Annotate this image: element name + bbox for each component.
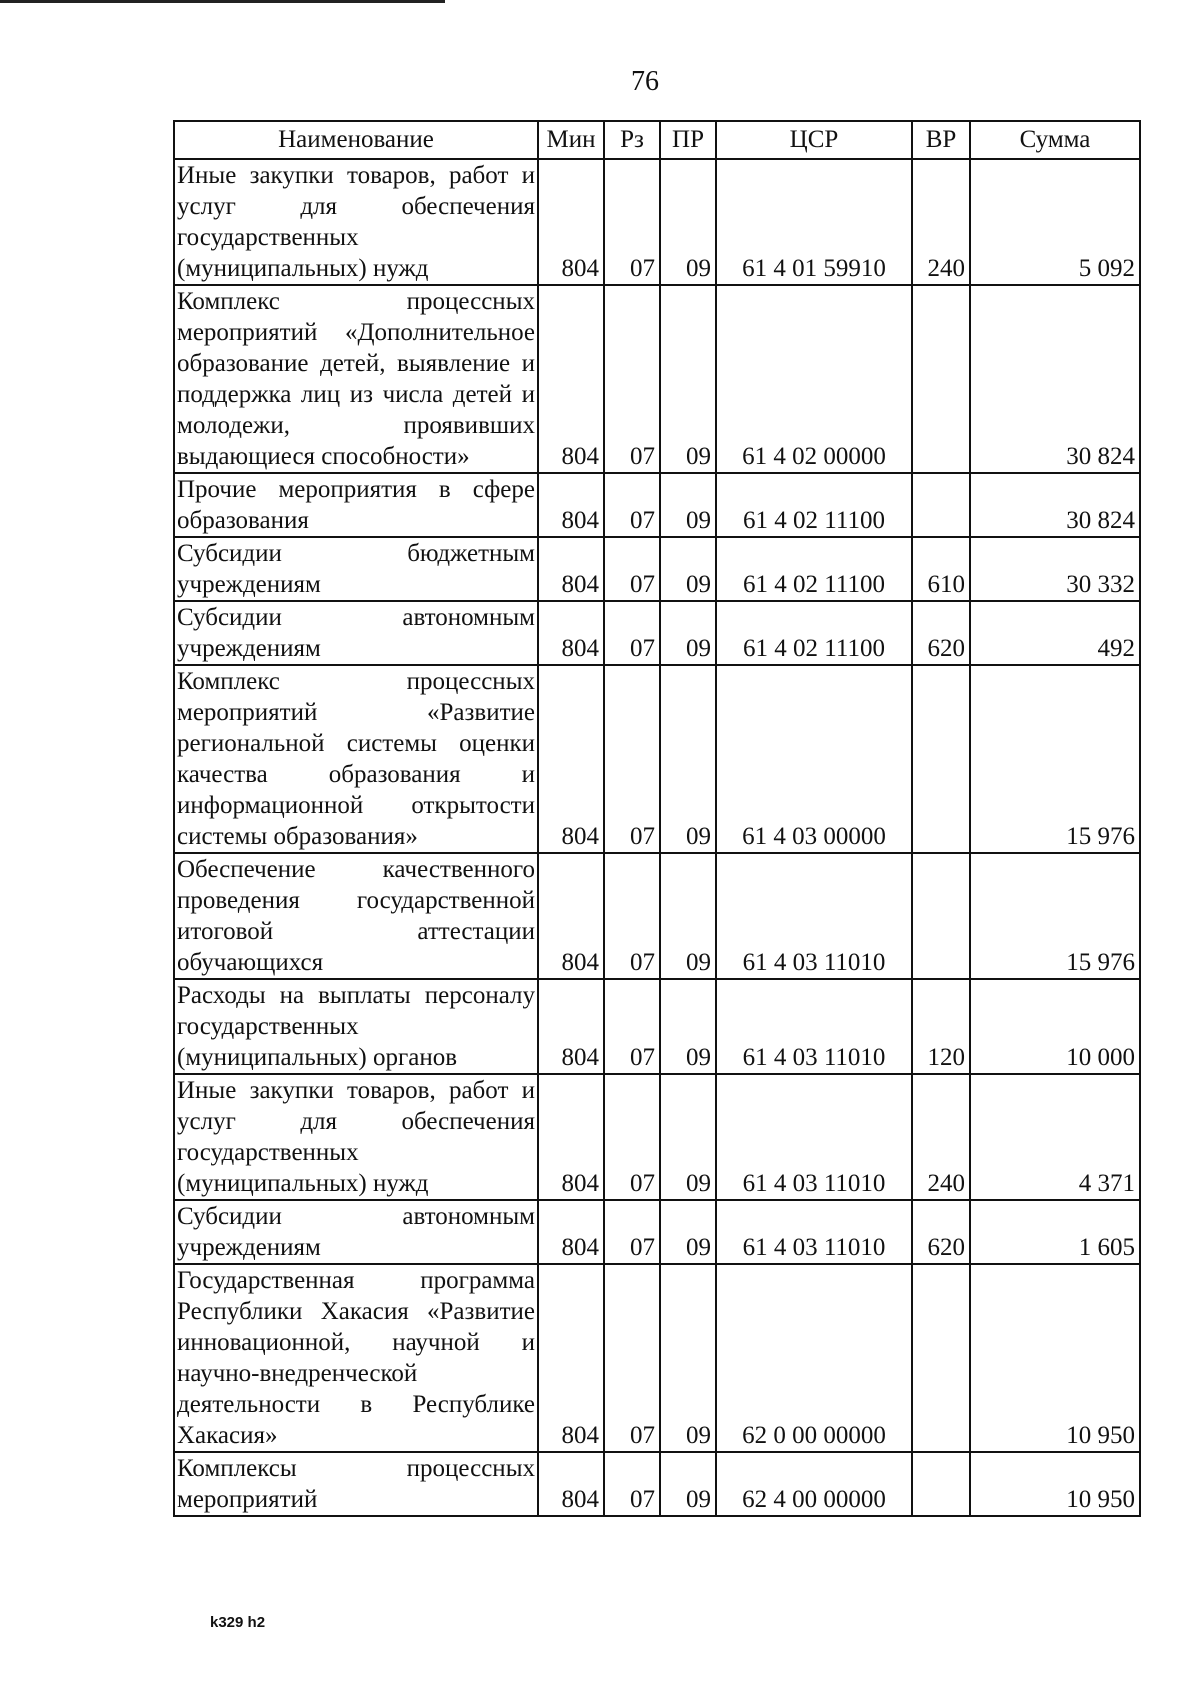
cell-rz: 07 — [604, 1264, 660, 1452]
cell-pr: 09 — [660, 1074, 716, 1200]
cell-name: Субсидии автономным учреждениям — [174, 601, 538, 665]
cell-csr: 61 4 03 11010 — [716, 1074, 912, 1200]
cell-sum: 492 — [970, 601, 1140, 665]
cell-sum: 30 824 — [970, 473, 1140, 537]
cell-name: Государственная программа Республики Хакасия «Развитие инновационной, научной и научно-внедренческой деятельности в Республике Хакасия» — [174, 1264, 538, 1452]
table-row — [174, 473, 1140, 537]
cell-min: 804 — [538, 159, 604, 285]
table-row — [174, 853, 1140, 979]
cell-name: Субсидии бюджетным учреждениям — [174, 537, 538, 601]
cell-vr: 240 — [912, 1074, 970, 1200]
cell-min: 804 — [538, 853, 604, 979]
header-vr: ВР — [912, 121, 970, 159]
cell-pr: 09 — [660, 1264, 716, 1452]
footer-code: k329 h2 — [210, 1614, 266, 1631]
cell-min: 804 — [538, 1264, 604, 1452]
cell-sum: 10 950 — [970, 1264, 1140, 1452]
cell-min: 804 — [538, 473, 604, 537]
cell-name: Комплексы процессных мероприятий — [174, 1452, 538, 1516]
cell-vr — [912, 1452, 970, 1516]
cell-rz: 07 — [604, 159, 660, 285]
header-csr: ЦСР — [716, 121, 912, 159]
cell-rz: 07 — [604, 601, 660, 665]
cell-pr: 09 — [660, 473, 716, 537]
cell-name: Обеспечение качественного проведения государственной итоговой аттестации обучающихся — [174, 853, 538, 979]
table-row — [174, 285, 1140, 473]
table-row — [174, 537, 1140, 601]
cell-name: Субсидии автономным учреждениям — [174, 1200, 538, 1264]
cell-min: 804 — [538, 665, 604, 853]
cell-vr: 620 — [912, 601, 970, 665]
header-min: Мин — [538, 121, 604, 159]
cell-sum: 4 371 — [970, 1074, 1140, 1200]
cell-vr: 610 — [912, 537, 970, 601]
table-row — [174, 665, 1140, 853]
cell-csr: 61 4 02 11100 — [716, 473, 912, 537]
cell-vr: 240 — [912, 159, 970, 285]
cell-pr: 09 — [660, 601, 716, 665]
scan-edge-line — [0, 0, 445, 3]
cell-name: Комплекс процессных мероприятий «Дополнительное образование детей, выявление и поддержка лиц из числа детей и молодежи, проявивших выдающиеся способности» — [174, 285, 538, 473]
cell-sum: 15 976 — [970, 853, 1140, 979]
cell-pr: 09 — [660, 1452, 716, 1516]
cell-rz: 07 — [604, 1074, 660, 1200]
cell-pr: 09 — [660, 853, 716, 979]
cell-rz: 07 — [604, 979, 660, 1074]
cell-csr: 61 4 01 59910 — [716, 159, 912, 285]
cell-min: 804 — [538, 285, 604, 473]
cell-rz: 07 — [604, 1452, 660, 1516]
cell-name: Комплекс процессных мероприятий «Развитие региональной системы оценки качества образования и информационной открытости системы образования» — [174, 665, 538, 853]
cell-pr: 09 — [660, 1200, 716, 1264]
table-header-row — [174, 121, 1140, 159]
cell-name: Расходы на выплаты персоналу государственных (муниципальных) органов — [174, 979, 538, 1074]
cell-rz: 07 — [604, 285, 660, 473]
cell-csr: 61 4 03 11010 — [716, 1200, 912, 1264]
cell-csr: 61 4 02 11100 — [716, 601, 912, 665]
cell-sum: 1 605 — [970, 1200, 1140, 1264]
cell-name: Иные закупки товаров, работ и услуг для обеспечения государственных (муниципальных) нужд — [174, 1074, 538, 1200]
cell-pr: 09 — [660, 665, 716, 853]
page-number: 76 — [631, 66, 659, 97]
budget-table — [173, 120, 1141, 1517]
cell-csr: 61 4 02 00000 — [716, 285, 912, 473]
header-sum: Сумма — [970, 121, 1140, 159]
cell-rz: 07 — [604, 1200, 660, 1264]
cell-csr: 62 0 00 00000 — [716, 1264, 912, 1452]
cell-name: Прочие мероприятия в сфере образования — [174, 473, 538, 537]
cell-pr: 09 — [660, 979, 716, 1074]
cell-rz: 07 — [604, 853, 660, 979]
table-row — [174, 1452, 1140, 1516]
cell-vr: 120 — [912, 979, 970, 1074]
cell-csr: 61 4 03 11010 — [716, 853, 912, 979]
cell-csr: 61 4 02 11100 — [716, 537, 912, 601]
cell-pr: 09 — [660, 159, 716, 285]
table-row — [174, 1074, 1140, 1200]
cell-sum: 5 092 — [970, 159, 1140, 285]
cell-sum: 10 950 — [970, 1452, 1140, 1516]
cell-min: 804 — [538, 601, 604, 665]
header-rz: Рз — [604, 121, 660, 159]
cell-vr — [912, 285, 970, 473]
cell-sum: 30 824 — [970, 285, 1140, 473]
cell-name: Иные закупки товаров, работ и услуг для обеспечения государственных (муниципальных) нужд — [174, 159, 538, 285]
cell-min: 804 — [538, 1200, 604, 1264]
table-row — [174, 159, 1140, 285]
table-body — [174, 159, 1140, 1516]
cell-csr: 61 4 03 11010 — [716, 979, 912, 1074]
cell-rz: 07 — [604, 473, 660, 537]
cell-min: 804 — [538, 1452, 604, 1516]
table-row — [174, 601, 1140, 665]
table-row — [174, 1200, 1140, 1264]
cell-min: 804 — [538, 1074, 604, 1200]
cell-sum: 15 976 — [970, 665, 1140, 853]
cell-vr — [912, 853, 970, 979]
header-name: Наименование — [174, 121, 538, 159]
cell-vr: 620 — [912, 1200, 970, 1264]
cell-csr: 62 4 00 00000 — [716, 1452, 912, 1516]
cell-pr: 09 — [660, 285, 716, 473]
cell-vr — [912, 665, 970, 853]
cell-vr — [912, 1264, 970, 1452]
table-row — [174, 979, 1140, 1074]
cell-min: 804 — [538, 979, 604, 1074]
cell-vr — [912, 473, 970, 537]
cell-rz: 07 — [604, 537, 660, 601]
cell-sum: 10 000 — [970, 979, 1140, 1074]
cell-csr: 61 4 03 00000 — [716, 665, 912, 853]
cell-min: 804 — [538, 537, 604, 601]
cell-pr: 09 — [660, 537, 716, 601]
table-row — [174, 1264, 1140, 1452]
cell-rz: 07 — [604, 665, 660, 853]
header-pr: ПР — [660, 121, 716, 159]
cell-sum: 30 332 — [970, 537, 1140, 601]
